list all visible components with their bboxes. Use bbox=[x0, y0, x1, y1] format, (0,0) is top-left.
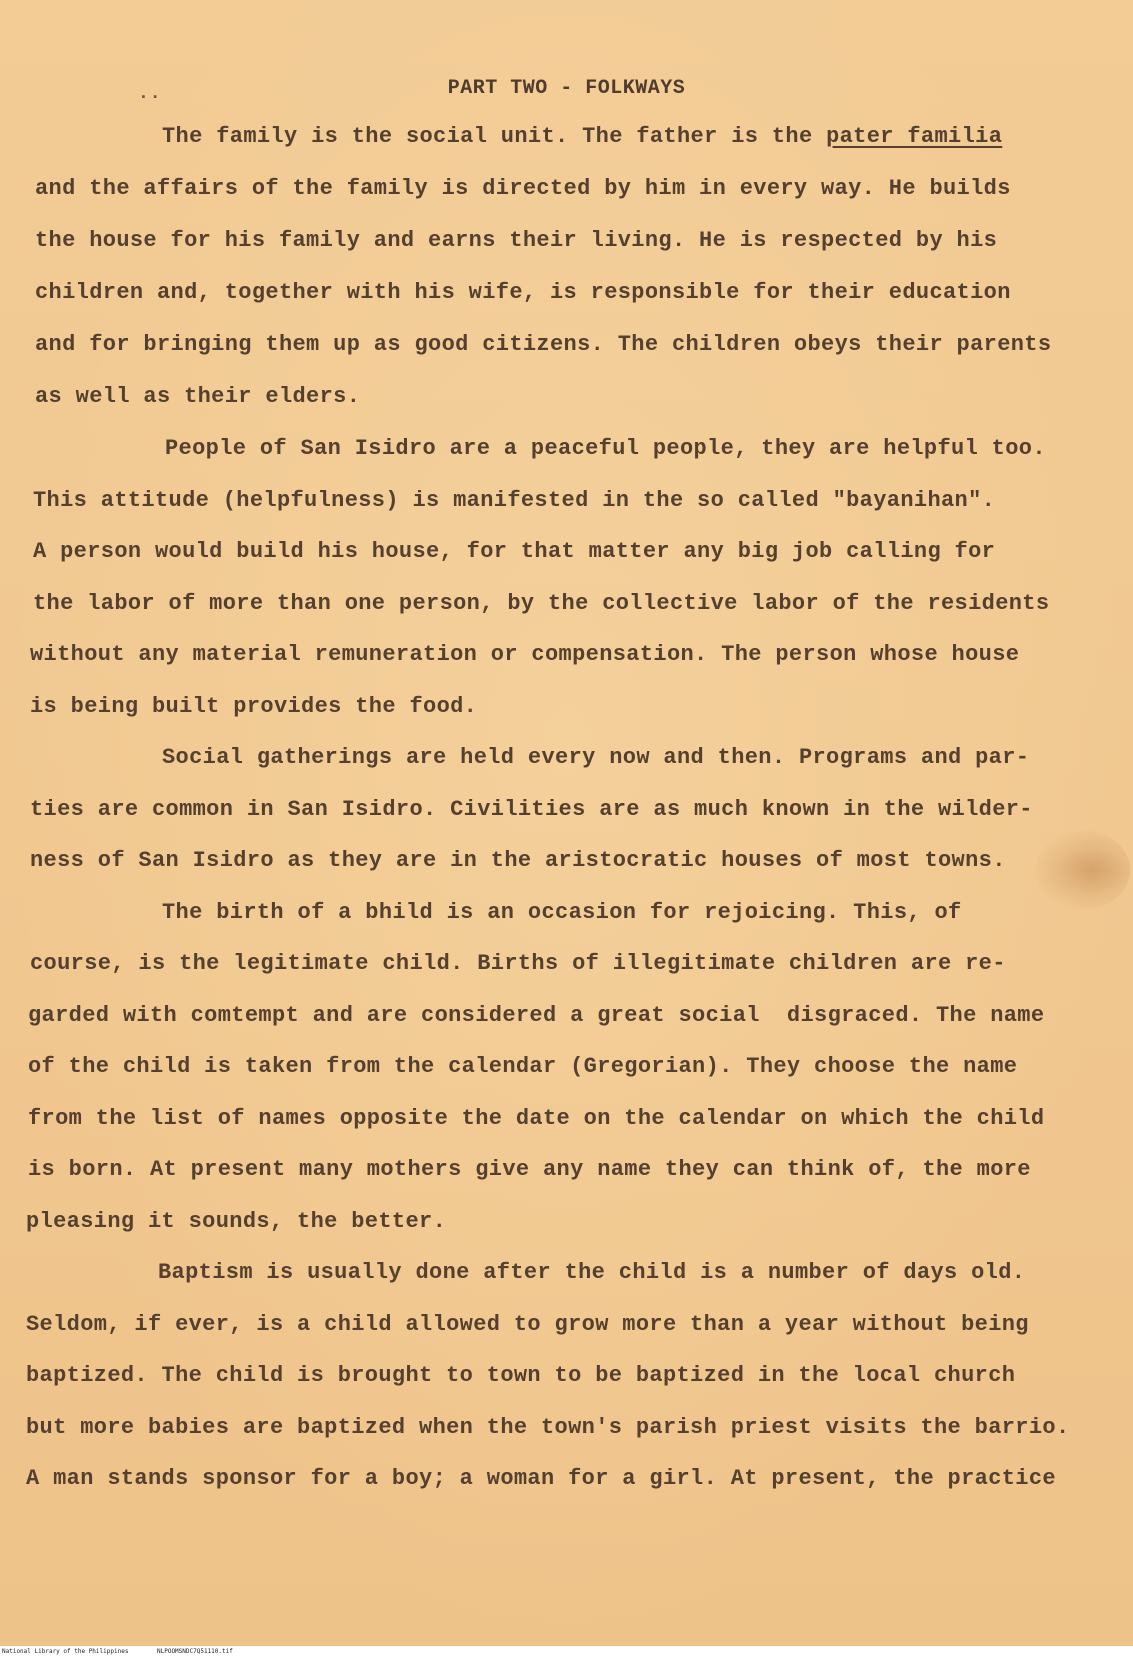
paragraph-2-line-5: without any material remuneration or compensation. The person whose house bbox=[30, 642, 1020, 667]
paragraph-4-line-6: is born. At present many mothers give any name they can think of, the more bbox=[28, 1157, 1031, 1182]
paragraph-1-line-2: and the affairs of the family is directed by him in every way. He builds bbox=[35, 176, 1011, 201]
paragraph-3-line-1: Social gatherings are held every now and then. Programs and par- bbox=[162, 745, 1030, 770]
paragraph-3-line-2: ties are common in San Isidro. Civilities are as much known in the wilder- bbox=[30, 797, 1033, 822]
paragraph-5-line-3: baptized. The child is brought to town to be baptized in the local church bbox=[26, 1363, 1016, 1388]
paragraph-2-line-1: People of San Isidro are a peaceful people, they are helpful too. bbox=[165, 436, 1046, 461]
paragraph-1-line-4: children and, together with his wife, is responsible for their education bbox=[35, 280, 1011, 305]
paragraph-2-line-6: is being built provides the food. bbox=[30, 694, 478, 719]
paragraph-5-line-4: but more babies are baptized when the town's parish priest visits the barrio. bbox=[26, 1415, 1070, 1440]
paragraph-2-line-3: A person would build his house, for that matter any big job calling for bbox=[33, 539, 996, 564]
footer-library-credit: National Library of the Philippines bbox=[2, 1648, 129, 1655]
paragraph-4-line-7: pleasing it sounds, the better. bbox=[26, 1209, 447, 1234]
paragraph-3-line-3: ness of San Isidro as they are in the aristocratic houses of most towns. bbox=[30, 848, 1006, 873]
paper-stain bbox=[1035, 830, 1130, 910]
paragraph-1-line-6: as well as their elders. bbox=[35, 384, 361, 409]
paragraph-4-line-5: from the list of names opposite the date on the calendar on which the child bbox=[28, 1106, 1045, 1131]
paragraph-4-line-4: of the child is taken from the calendar (Gregorian). They choose the name bbox=[28, 1054, 1018, 1079]
underlined-term: pater familia bbox=[826, 124, 1003, 149]
paragraph-5-line-5: A man stands sponsor for a boy; a woman for a girl. At present, the practice bbox=[26, 1466, 1056, 1491]
paragraph-4-line-1: The birth of a bhild is an occasion for rejoicing. This, of bbox=[162, 900, 962, 925]
paragraph-5-line-2: Seldom, if ever, is a child allowed to grow more than a year without being bbox=[26, 1312, 1029, 1337]
paragraph-1-line-3: the house for his family and earns their living. He is respected by his bbox=[35, 228, 998, 253]
paragraph-4-line-3: garded with comtempt and are considered a great social disgraced. The name bbox=[28, 1003, 1045, 1028]
paragraph-1-line-5: and for bringing them up as good citizens. The children obeys their parents bbox=[35, 332, 1052, 357]
margin-mark: .. bbox=[138, 84, 162, 104]
paragraph-5-line-1: Baptism is usually done after the child is a number of days old. bbox=[158, 1260, 1026, 1285]
paragraph-2-line-2: This attitude (helpfulness) is manifested in the so called "bayanihan". bbox=[33, 488, 996, 513]
paragraph-1-line-1 bbox=[162, 122, 1002, 152]
page-title: PART TWO - FOLKWAYS bbox=[447, 77, 686, 100]
paragraph-4-line-2: course, is the legitimate child. Births of illegitimate children are re- bbox=[30, 951, 1006, 976]
footer-filename: NLPOOMSNDC7Q51110.tif bbox=[157, 1648, 233, 1655]
paragraph-2-line-4: the labor of more than one person, by the collective labor of the residents bbox=[33, 591, 1050, 616]
paragraph-1-line-1-text: The family is the social unit. The father is the bbox=[162, 124, 827, 149]
